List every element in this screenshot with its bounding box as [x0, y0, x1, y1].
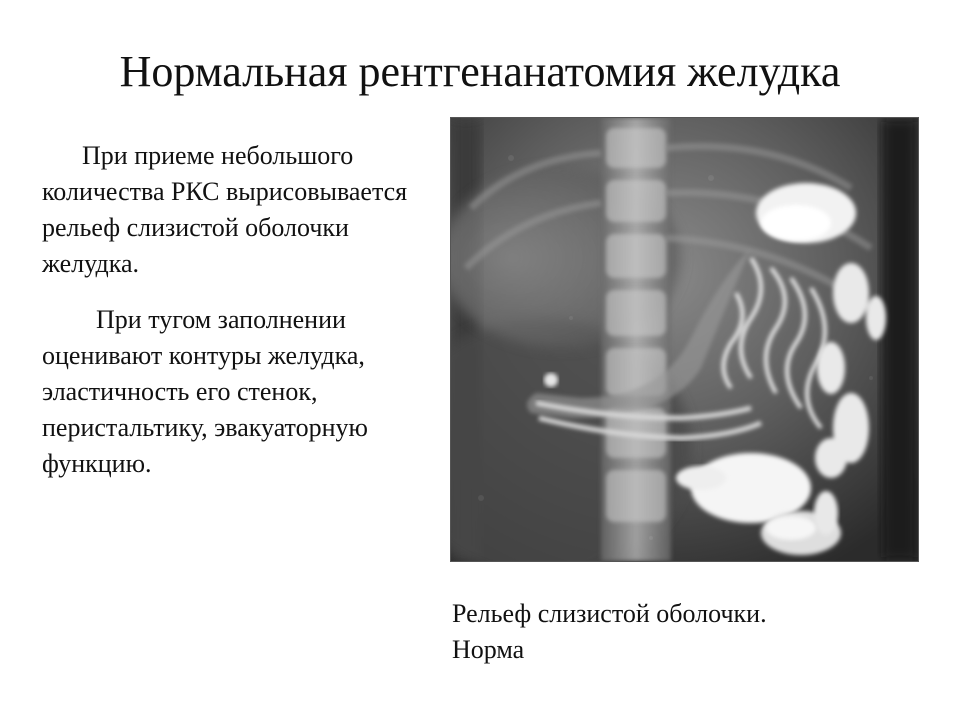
slide-title: Нормальная рентгенанатомия желудка [119, 47, 841, 96]
xray-image-graphic [451, 118, 918, 561]
image-caption [452, 596, 922, 668]
caption-line-1: Рельеф слизистой оболочки. [452, 599, 767, 628]
stomach-xray-image [450, 117, 919, 562]
paragraph-full-filling: При тугом заполнении оценивают контуры желудка, эластичность его стенок, перистальтику, эвакуаторную функцию. [42, 305, 368, 478]
slide-body-text [42, 138, 422, 482]
caption-line-2: Норма [452, 635, 525, 664]
paragraph-small-dose: При приеме небольшого количества РКС вырисовывается рельеф слизистой оболочки желудка. [42, 141, 408, 278]
